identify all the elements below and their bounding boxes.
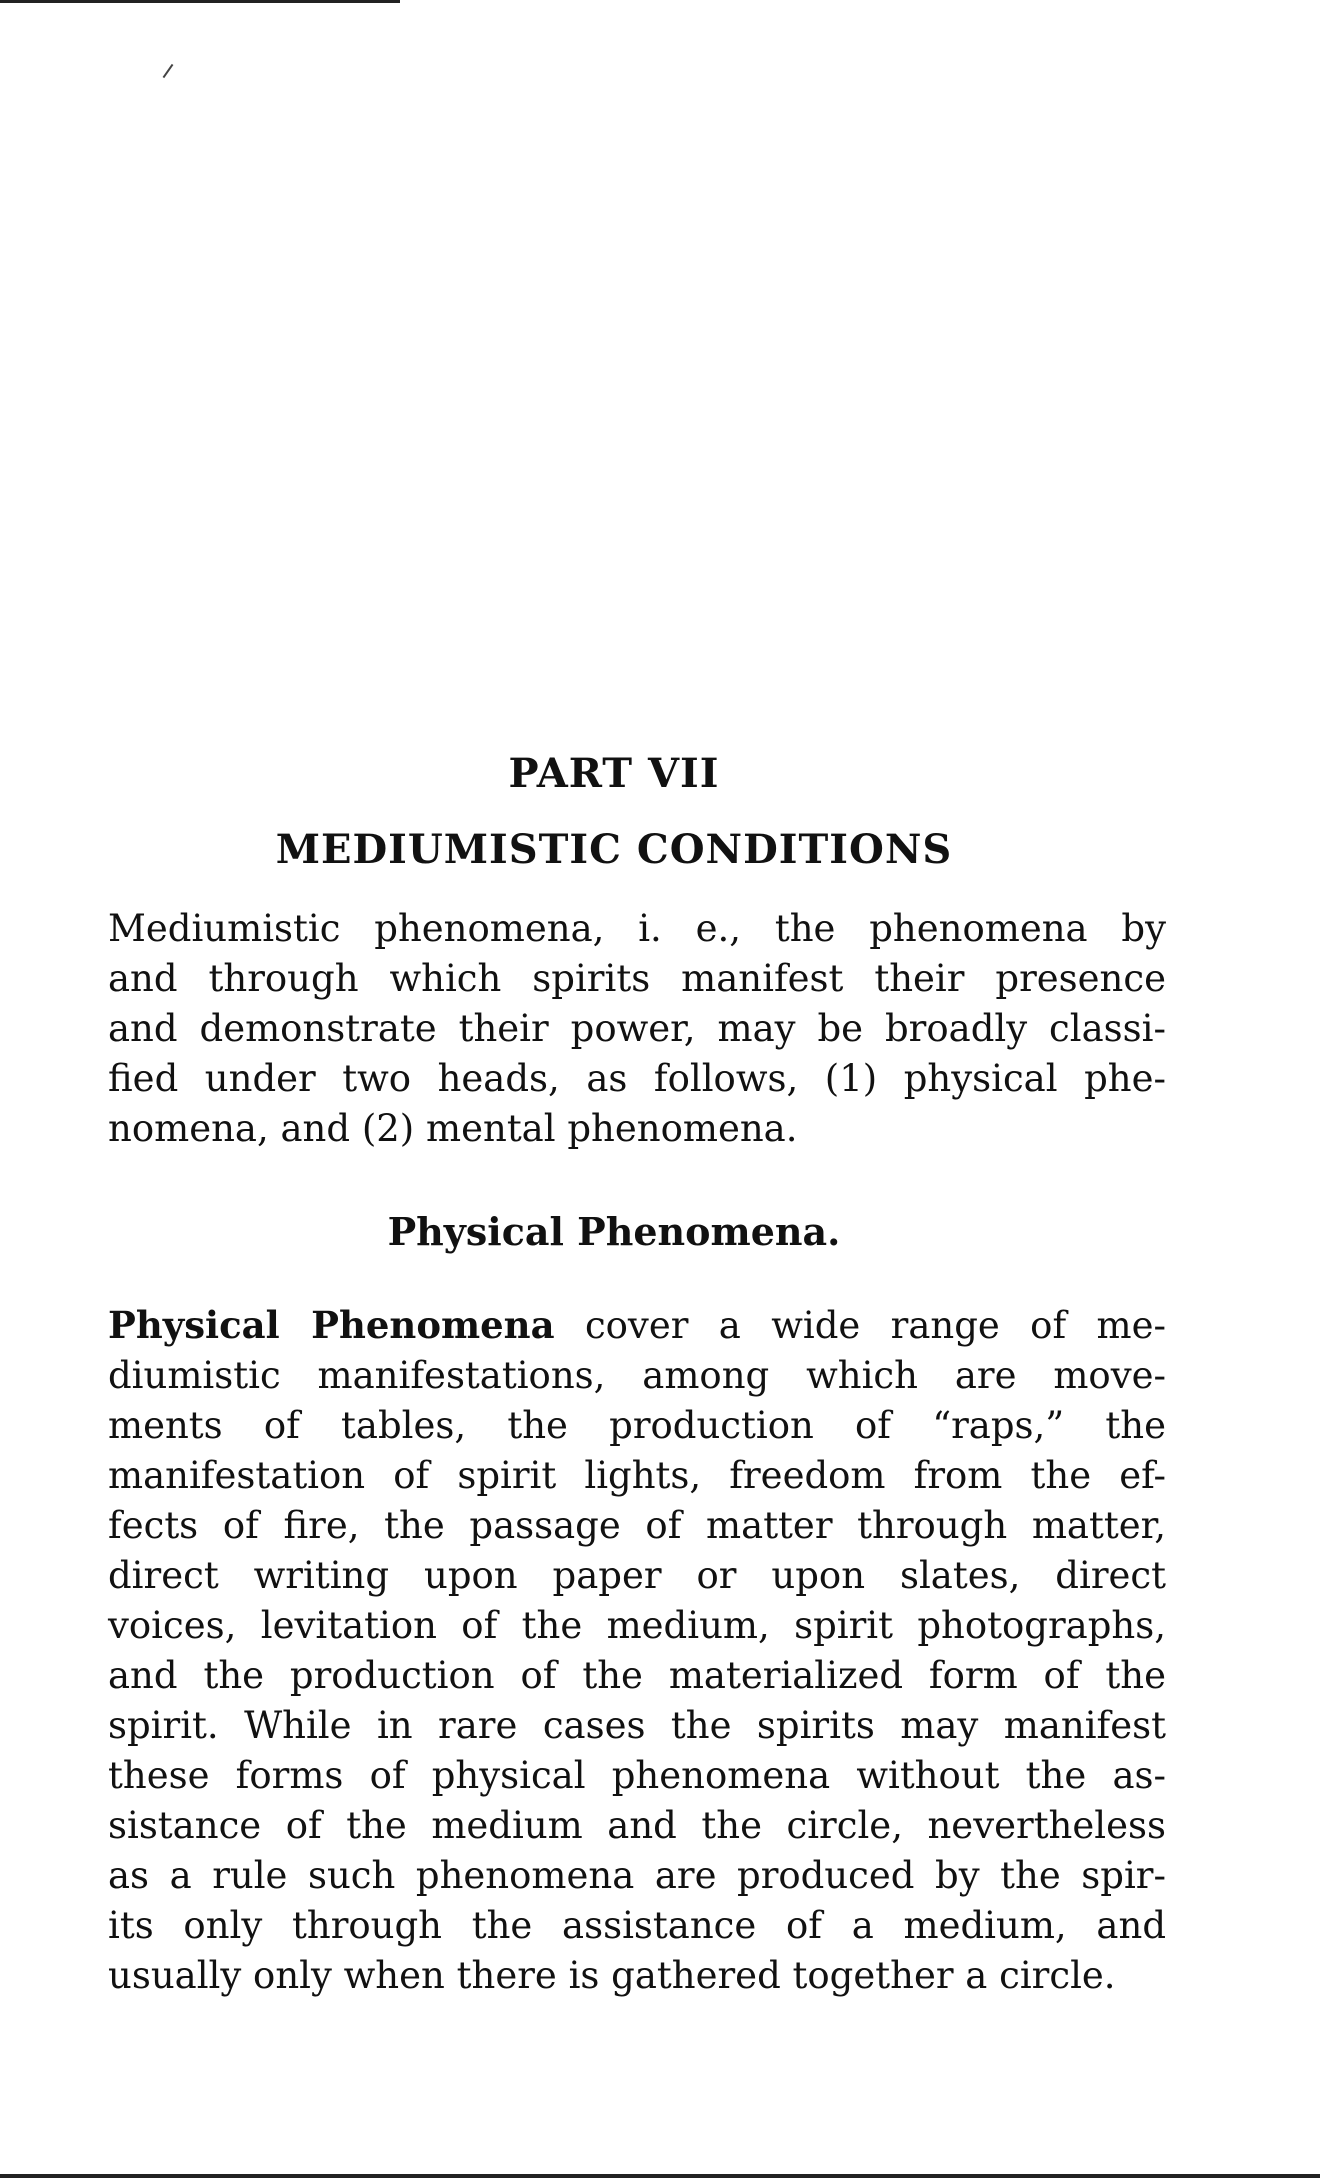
paragraph-line: fects of fire, the passage of matter through matter, <box>108 1504 1166 1547</box>
first-line-rest: cover a wide range of me- <box>584 1304 1166 1347</box>
paragraph-line: usually only when there is gathered together a circle. <box>108 1954 1116 1997</box>
section-heading: Physical Phenomena. <box>387 1209 841 1254</box>
part-title: PART VII <box>508 750 720 797</box>
paragraph-line: and demonstrate their power, may be broadly classi- <box>108 1007 1166 1050</box>
paragraph-line: fied under two heads, as follows, (1) physical phe- <box>108 1057 1166 1100</box>
stray-mark <box>163 64 174 78</box>
paragraph-line: its only through the assistance of a medium, and <box>108 1904 1166 1947</box>
paragraph-line: nomena, and (2) mental phenomena. <box>108 1107 798 1150</box>
chapter-title: MEDIUMISTIC CONDITIONS <box>275 826 953 873</box>
paragraph-line: voices, levitation of the medium, spirit photographs, <box>108 1604 1166 1647</box>
paragraph-line: as a rule such phenomena are produced by the spir- <box>108 1854 1166 1897</box>
section-paragraph <box>108 1300 1166 2001</box>
intro-paragraph <box>108 904 1166 1154</box>
paragraph-line: and through which spirits manifest their presence <box>108 957 1166 1000</box>
section-lead: Physical Phenomena <box>108 1303 555 1347</box>
paragraph-line: and the production of the materialized form of the <box>108 1654 1166 1697</box>
bottom-rule <box>0 2174 1320 2178</box>
paragraph-line: diumistic manifestations, among which are move- <box>108 1354 1166 1397</box>
top-rule <box>0 0 400 3</box>
paragraph-line: manifestation of spirit lights, freedom from the ef- <box>108 1454 1166 1497</box>
paragraph-line <box>108 1300 1166 1351</box>
paragraph-line: ments of tables, the production of “raps,” the <box>108 1404 1166 1447</box>
paragraph-line: sistance of the medium and the circle, nevertheless <box>108 1804 1166 1847</box>
paragraph-line: Mediumistic phenomena, i. e., the phenomena by <box>108 907 1166 950</box>
paragraph-line: these forms of physical phenomena without the as- <box>108 1754 1166 1797</box>
paragraph-line: spirit. While in rare cases the spirits may manifest <box>108 1704 1166 1747</box>
paragraph-line: direct writing upon paper or upon slates, direct <box>108 1554 1166 1597</box>
